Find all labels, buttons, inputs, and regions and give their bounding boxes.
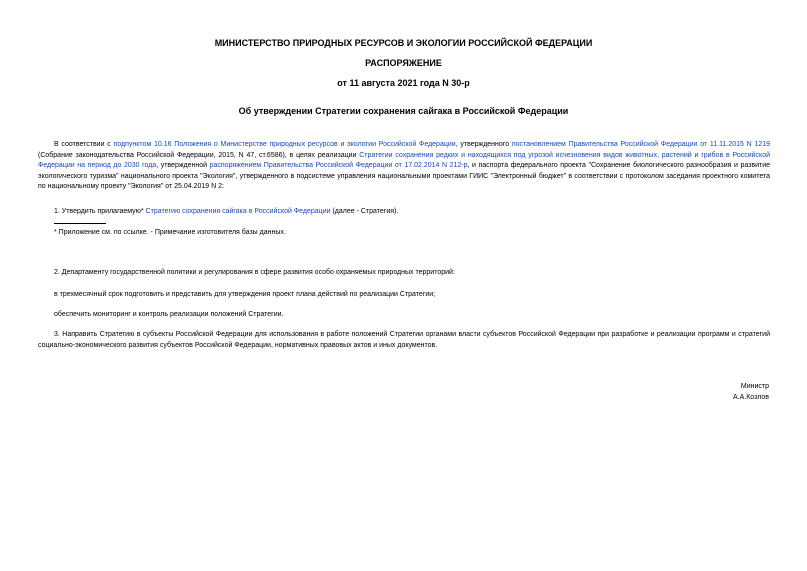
item-1-text-2: (далее - Стратегия). xyxy=(330,208,399,215)
date-and-number: от 11 августа 2021 года N 30-р xyxy=(337,78,470,88)
item-2: 2. Департаменту государственной политики и регулирования в сфере развития особо охраняемых природных территорий: xyxy=(54,269,455,276)
link-government-order[interactable]: распоряжением Правительства Российской Федерации от 17.02.2014 N 212-р xyxy=(209,162,468,170)
intro-text-4: , утвержденной xyxy=(156,162,210,170)
intro-text-1: В соответствии с xyxy=(54,141,114,148)
item-1 xyxy=(38,207,770,218)
item-3: 3. Направить Стратегию в субъекты Российской Федерации для использования в работе положений Стратегии органами власти субъектов Российской Федерации при разработке и реализации программ и стратегий социально-экономического развития субъектов Российской Федерации, нормативных правовых актов и иных документов. xyxy=(38,331,770,349)
intro-paragraph xyxy=(38,140,770,193)
item-1-text-1: 1. Утвердить прилагаемую* xyxy=(54,208,146,215)
item-2-subitem-a: в трехмесячный срок подготовить и представить для утверждения проект плана действий по реализации Стратегии; xyxy=(54,291,436,298)
ministry-heading: МИНИСТЕРСТВО ПРИРОДНЫХ РЕСУРСОВ И ЭКОЛОГИИ РОССИЙСКОЙ ФЕДЕРАЦИИ xyxy=(214,38,593,48)
intro-text-2: , утвержденного xyxy=(455,141,512,148)
link-government-decree[interactable]: постановлением Правительства Российской Федерации от 11.11.2015 N 1219 xyxy=(511,141,771,148)
document-subject: Об утверждении Стратегии сохранения сайгака в Российской Федерации xyxy=(238,106,569,116)
item-2-subitem-b: обеспечить мониторинг и контроль реализации положений Стратегии. xyxy=(54,311,284,318)
signatory-name: А.А.Козлов xyxy=(732,394,769,401)
footnote: * Приложение см. по ссылке. - Примечание изготовителя базы данных. xyxy=(54,229,286,236)
intro-text-3: (Собрание законодательства Российской Федерации, 2015, N 47, ст.6586), в целях реализации xyxy=(38,151,360,159)
link-saiga-strategy[interactable]: Стратегию сохранения сайгака в Российской Федерации xyxy=(145,208,331,215)
intro-text-5: , и паспорта федерального проекта "Сохранение биологического разнообразия и развитие экологического туризма" национального проекта "Экология", утвержденного в подсистеме управления национальными проектами ГИИС "Электронный бюджет" в соответствии с протоколом заседания проектного комитета по национальному проекту "Экология" от 25.04.2019 N 2: xyxy=(38,162,770,191)
link-species-strategy[interactable]: Стратегии сохранения редких и находящихся под угрозой исчезновения видов животных, растений и грибов в Российской Федерации на период до 2030 года xyxy=(38,151,770,170)
signatory-title: Министр xyxy=(740,383,769,390)
footnote-divider xyxy=(54,223,106,224)
link-regulation-ministry[interactable]: подпунктом 10.16 Положения о Министерстве природных ресурсов и экологии Российской Федерации xyxy=(113,141,456,148)
document-type: РАСПОРЯЖЕНИЕ xyxy=(365,58,442,68)
